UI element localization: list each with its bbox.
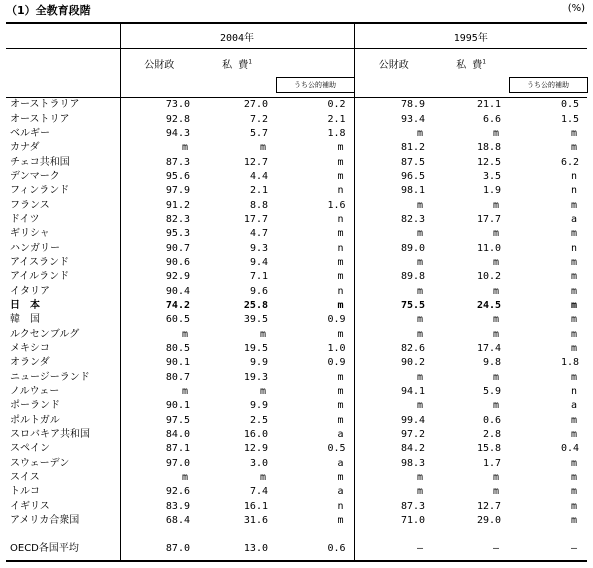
cell-public-2004: m — [120, 385, 198, 399]
cell-subsidy-1995: m — [571, 328, 578, 340]
cell-public-2004: 84.0 — [120, 428, 198, 442]
cell-private-1995: 12.5 — [476, 156, 502, 168]
cell-public-1995: 82.6 — [354, 342, 433, 356]
table-row — [6, 227, 587, 241]
col-public-1995: 公財政 — [354, 49, 433, 78]
cell-subsidy-1995: 0.4 — [560, 443, 580, 455]
cell-subsidy-2004: m — [337, 256, 344, 268]
cell-public-1995: m — [354, 198, 433, 212]
table-row — [6, 299, 587, 313]
cell-private-1995: m — [493, 228, 500, 240]
country-name: ノルウェー — [10, 386, 60, 398]
expenditure-table — [6, 22, 588, 562]
cell-private-1995: 29.0 — [476, 515, 502, 527]
col-private-2004: 私 費$^1$ — [222, 58, 252, 71]
cell-public-2004: 83.9 — [120, 500, 198, 514]
cell-subsidy-2004: 2.1 — [327, 113, 346, 125]
table-row — [6, 198, 587, 212]
cell-private-1995: 1.7 — [482, 457, 502, 469]
cell-private-2004: 2.5 — [249, 414, 268, 426]
cell-public-1995: m — [354, 371, 433, 385]
table-row — [6, 485, 587, 499]
cell-subsidy-1995: m — [571, 371, 578, 383]
table-row — [6, 399, 587, 413]
cell-public-1995: m — [354, 256, 433, 270]
table-row — [6, 313, 587, 327]
cell-subsidy-2004: 1.6 — [327, 199, 346, 211]
cell-public-2004: 82.3 — [120, 213, 198, 227]
cell-public-1995: 97.2 — [354, 428, 433, 442]
country-name: ニュージーランド — [10, 371, 90, 383]
country-name: スロバキア共和国 — [10, 429, 90, 441]
cell-subsidy-2004: n — [337, 185, 344, 197]
cell-private-1995: 18.8 — [476, 142, 502, 154]
country-name: イギリス — [10, 500, 50, 512]
cell-private-2004: 9.3 — [249, 242, 268, 254]
country-name: スペイン — [10, 443, 50, 455]
table-row — [6, 170, 587, 184]
cell-subsidy-2004: m — [337, 228, 344, 240]
cell-private-2004: 39.5 — [243, 314, 268, 326]
cell-subsidy-2004: m — [337, 472, 344, 484]
table-row — [6, 471, 587, 485]
country-name: ポルトガル — [10, 414, 60, 426]
country-name: ハンガリー — [10, 242, 60, 254]
country-name: ベルギー — [10, 127, 50, 139]
cell-public-1995: 93.4 — [354, 112, 433, 126]
cell-public-2004: 60.5 — [120, 313, 198, 327]
year-header-1995: 1995年 — [354, 23, 587, 49]
cell-private-1995: 24.5 — [476, 299, 502, 311]
col-subsidy-2004: うち公的補助 — [276, 78, 354, 93]
country-name: メキシコ — [10, 343, 50, 355]
country-name: イタリア — [10, 285, 50, 297]
country-name: 日 本 — [10, 299, 40, 311]
cell-public-1995: m — [354, 284, 433, 298]
cell-subsidy-2004: m — [337, 515, 344, 527]
table-row — [6, 270, 587, 284]
cell-subsidy-1995: 1.5 — [560, 113, 580, 125]
cell-private-1995: m — [493, 486, 500, 498]
cell-subsidy-1995: m — [571, 314, 578, 326]
cell-public-1995: 89.8 — [354, 270, 433, 284]
country-name: オーストリア — [10, 113, 70, 125]
cell-private-1995: 10.2 — [476, 271, 502, 283]
cell-subsidy-1995: m — [571, 271, 578, 283]
cell-public-2004: 90.4 — [120, 284, 198, 298]
cell-subsidy-2004: 0.2 — [327, 99, 346, 111]
cell-public-2004: 90.1 — [120, 356, 198, 370]
cell-private-1995: m — [493, 285, 500, 297]
cell-private-2004: 9.9 — [249, 400, 268, 412]
table-row — [6, 328, 587, 342]
cell-public-2004: 80.5 — [120, 342, 198, 356]
table-row — [6, 356, 587, 370]
cell-subsidy-1995: m — [571, 285, 578, 297]
table-row — [6, 241, 587, 255]
cell-subsidy-1995: m — [571, 256, 578, 268]
table-row — [6, 127, 587, 141]
cell-private-1995: m — [493, 472, 500, 484]
average-row — [6, 538, 587, 561]
country-name: アメリカ合衆国 — [10, 515, 80, 527]
cell-subsidy-2004: n — [337, 242, 344, 254]
cell-subsidy-1995: m — [571, 343, 578, 355]
avg-private-1995: – — [433, 538, 509, 561]
cell-public-1995: 71.0 — [354, 514, 433, 528]
cell-private-2004: m — [259, 328, 266, 340]
cell-subsidy-2004: m — [337, 271, 344, 283]
cell-private-2004: 12.7 — [243, 156, 268, 168]
cell-public-2004: 90.1 — [120, 399, 198, 413]
cell-private-1995: 9.8 — [482, 357, 502, 369]
cell-private-2004: 17.7 — [243, 213, 268, 225]
cell-private-2004: m — [259, 472, 266, 484]
cell-subsidy-1995: m — [571, 429, 578, 441]
country-name: スウェーデン — [10, 457, 70, 469]
cell-private-2004: m — [259, 386, 266, 398]
cell-private-1995: 6.6 — [482, 113, 502, 125]
cell-subsidy-2004: m — [337, 400, 344, 412]
cell-public-2004: 90.7 — [120, 241, 198, 255]
cell-private-2004: 9.6 — [249, 285, 268, 297]
cell-subsidy-2004: a — [337, 457, 344, 469]
country-name: アイスランド — [10, 256, 69, 268]
cell-private-2004: 27.0 — [243, 99, 268, 111]
cell-subsidy-1995: n — [571, 185, 578, 197]
cell-public-1995: 98.3 — [354, 457, 433, 471]
country-name: フランス — [10, 199, 50, 211]
cell-public-1995: 78.9 — [354, 98, 433, 113]
cell-private-2004: 16.1 — [243, 500, 268, 512]
cell-private-2004: 2.1 — [249, 185, 268, 197]
cell-subsidy-2004: m — [337, 386, 344, 398]
cell-public-2004: 97.5 — [120, 414, 198, 428]
table-row — [6, 414, 587, 428]
col-subsidy-1995: うち公的補助 — [509, 78, 587, 93]
cell-subsidy-2004: a — [337, 486, 344, 498]
cell-subsidy-1995: m — [571, 414, 578, 426]
cell-public-2004: 95.6 — [120, 170, 198, 184]
table-body — [6, 98, 587, 562]
cell-subsidy-2004: n — [337, 285, 344, 297]
cell-private-2004: 9.4 — [249, 256, 268, 268]
country-name: トルコ — [10, 486, 40, 498]
cell-private-2004: 12.9 — [243, 443, 268, 455]
country-name: ポーランド — [10, 400, 60, 412]
cell-public-2004: m — [120, 141, 198, 155]
section-title: （1）全教育段階 — [6, 4, 91, 17]
cell-private-2004: 31.6 — [243, 515, 268, 527]
cell-subsidy-2004: m — [337, 414, 344, 426]
average-label: OECD各国平均 — [6, 538, 120, 561]
unit-label: (%) — [567, 3, 585, 14]
avg-subsidy-2004: 0.6 — [276, 538, 354, 561]
cell-subsidy-2004: n — [337, 500, 344, 512]
cell-subsidy-1995: m — [571, 299, 578, 311]
cell-subsidy-1995: m — [571, 472, 578, 484]
cell-private-1995: m — [493, 314, 500, 326]
cell-private-1995: m — [493, 199, 500, 211]
cell-public-2004: 95.3 — [120, 227, 198, 241]
cell-private-2004: 16.0 — [243, 429, 268, 441]
cell-public-2004: 92.8 — [120, 112, 198, 126]
table-row — [6, 213, 587, 227]
cell-public-1995: m — [354, 485, 433, 499]
cell-public-1995: 84.2 — [354, 442, 433, 456]
cell-public-2004: 90.6 — [120, 256, 198, 270]
cell-public-1995: m — [354, 471, 433, 485]
cell-subsidy-1995: 1.8 — [560, 357, 580, 369]
cell-private-1995: 2.8 — [482, 429, 502, 441]
country-name: スイス — [10, 472, 40, 484]
table-row — [6, 442, 587, 456]
cell-public-1995: m — [354, 127, 433, 141]
country-name: オーストラリア — [10, 99, 80, 111]
cell-public-1995: 99.4 — [354, 414, 433, 428]
cell-public-1995: m — [354, 328, 433, 342]
avg-public-2004: 87.0 — [120, 538, 198, 561]
cell-private-2004: 8.8 — [249, 199, 268, 211]
cell-subsidy-1995: n — [571, 386, 578, 398]
cell-private-2004: 7.1 — [249, 271, 268, 283]
cell-subsidy-1995: m — [571, 142, 578, 154]
table-row — [6, 256, 587, 270]
col-private-1995: 私 費$^1$ — [456, 58, 486, 71]
cell-subsidy-1995: m — [571, 199, 578, 211]
cell-public-2004: 74.2 — [120, 299, 198, 313]
cell-subsidy-2004: m — [337, 170, 344, 182]
cell-public-2004: 87.3 — [120, 155, 198, 169]
table-row — [6, 184, 587, 198]
country-name: ルクセンブルグ — [10, 328, 80, 340]
cell-private-2004: 5.7 — [249, 127, 268, 139]
country-name: フィンランド — [10, 185, 70, 197]
country-name: オランダ — [10, 357, 50, 369]
cell-private-2004: 19.3 — [243, 371, 268, 383]
cell-private-1995: m — [493, 328, 500, 340]
country-name: カナダ — [10, 142, 40, 154]
cell-private-2004: 4.4 — [249, 170, 268, 182]
table-row — [6, 112, 587, 126]
cell-private-1995: m — [493, 371, 500, 383]
cell-private-2004: 4.7 — [249, 228, 268, 240]
cell-private-1995: m — [493, 256, 500, 268]
cell-public-2004: 80.7 — [120, 371, 198, 385]
country-name: 韓 国 — [10, 314, 40, 326]
country-name: ドイツ — [10, 213, 40, 225]
avg-public-1995: – — [354, 538, 433, 561]
cell-private-1995: 1.9 — [482, 185, 502, 197]
cell-public-1995: 89.0 — [354, 241, 433, 255]
cell-public-1995: 94.1 — [354, 385, 433, 399]
cell-private-2004: 25.8 — [243, 299, 268, 311]
cell-subsidy-1995: m — [571, 500, 578, 512]
cell-subsidy-1995: m — [571, 127, 578, 139]
cell-private-1995: 17.7 — [476, 213, 502, 225]
cell-public-1995: 82.3 — [354, 213, 433, 227]
cell-public-2004: 68.4 — [120, 514, 198, 528]
table-row — [6, 514, 587, 528]
cell-subsidy-1995: a — [571, 213, 578, 225]
country-name: アイルランド — [10, 271, 70, 283]
cell-public-1995: 75.5 — [354, 299, 433, 313]
cell-public-1995: m — [354, 313, 433, 327]
cell-public-2004: 97.9 — [120, 184, 198, 198]
cell-private-2004: m — [259, 142, 266, 154]
cell-public-1995: 96.5 — [354, 170, 433, 184]
cell-private-1995: 21.1 — [476, 99, 502, 111]
cell-public-2004: 94.3 — [120, 127, 198, 141]
table-row — [6, 457, 587, 471]
avg-private-2004: 13.0 — [198, 538, 276, 561]
cell-public-2004: m — [120, 471, 198, 485]
cell-private-1995: m — [493, 400, 500, 412]
cell-public-1995: m — [354, 227, 433, 241]
cell-public-2004: 92.9 — [120, 270, 198, 284]
cell-subsidy-1995: m — [571, 486, 578, 498]
cell-private-1995: 5.9 — [482, 386, 502, 398]
cell-subsidy-2004: m — [337, 328, 344, 340]
cell-public-2004: 92.6 — [120, 485, 198, 499]
cell-subsidy-2004: m — [337, 371, 344, 383]
cell-private-1995: 15.8 — [476, 443, 502, 455]
table-row — [6, 284, 587, 298]
cell-private-2004: 7.4 — [249, 486, 268, 498]
cell-public-2004: 87.1 — [120, 442, 198, 456]
cell-subsidy-2004: a — [337, 429, 344, 441]
table-row — [6, 141, 587, 155]
table-row — [6, 371, 587, 385]
cell-public-2004: m — [120, 328, 198, 342]
country-name: ギリシャ — [10, 228, 50, 240]
cell-private-1995: m — [493, 127, 500, 139]
cell-subsidy-1995: n — [571, 242, 578, 254]
cell-subsidy-2004: 1.8 — [327, 127, 346, 139]
cell-subsidy-1995: m — [571, 228, 578, 240]
cell-private-2004: 19.5 — [243, 343, 268, 355]
cell-private-1995: 0.6 — [482, 414, 502, 426]
country-name: チェコ共和国 — [10, 156, 70, 168]
cell-subsidy-1995: n — [571, 170, 578, 182]
avg-subsidy-1995: – — [509, 538, 587, 561]
cell-subsidy-1995: 6.2 — [560, 156, 580, 168]
cell-private-1995: 17.4 — [476, 343, 502, 355]
cell-private-1995: 11.0 — [476, 242, 502, 254]
cell-public-1995: 81.2 — [354, 141, 433, 155]
table-row — [6, 98, 587, 113]
table-row — [6, 428, 587, 442]
cell-subsidy-2004: n — [337, 213, 344, 225]
cell-private-1995: 3.5 — [482, 170, 502, 182]
cell-subsidy-2004: 1.0 — [327, 343, 346, 355]
cell-subsidy-2004: 0.9 — [327, 314, 346, 326]
cell-private-2004: 9.9 — [249, 357, 268, 369]
cell-private-2004: 7.2 — [249, 113, 268, 125]
year-header-2004: 2004年 — [120, 23, 354, 49]
cell-public-2004: 73.0 — [120, 98, 198, 113]
header-blank — [6, 23, 120, 49]
cell-private-2004: 3.0 — [249, 457, 268, 469]
cell-subsidy-1995: m — [571, 515, 578, 527]
cell-subsidy-2004: m — [337, 142, 344, 154]
cell-public-2004: 91.2 — [120, 198, 198, 212]
cell-subsidy-1995: m — [571, 457, 578, 469]
cell-subsidy-1995: 0.5 — [560, 99, 580, 111]
cell-public-2004: 97.0 — [120, 457, 198, 471]
col-public-2004: 公財政 — [120, 49, 198, 78]
country-name: デンマーク — [10, 170, 60, 182]
cell-public-1995: 87.3 — [354, 500, 433, 514]
cell-public-1995: m — [354, 399, 433, 413]
cell-subsidy-2004: 0.9 — [327, 357, 346, 369]
cell-subsidy-2004: 0.5 — [327, 443, 346, 455]
cell-private-1995: 12.7 — [476, 500, 502, 512]
cell-public-1995: 90.2 — [354, 356, 433, 370]
table-row — [6, 385, 587, 399]
cell-subsidy-2004: m — [337, 156, 344, 168]
cell-subsidy-2004: m — [337, 299, 344, 311]
table-row — [6, 155, 587, 169]
table-row — [6, 342, 587, 356]
table-row — [6, 500, 587, 514]
cell-public-1995: 98.1 — [354, 184, 433, 198]
cell-public-1995: 87.5 — [354, 155, 433, 169]
cell-subsidy-1995: a — [571, 400, 578, 412]
